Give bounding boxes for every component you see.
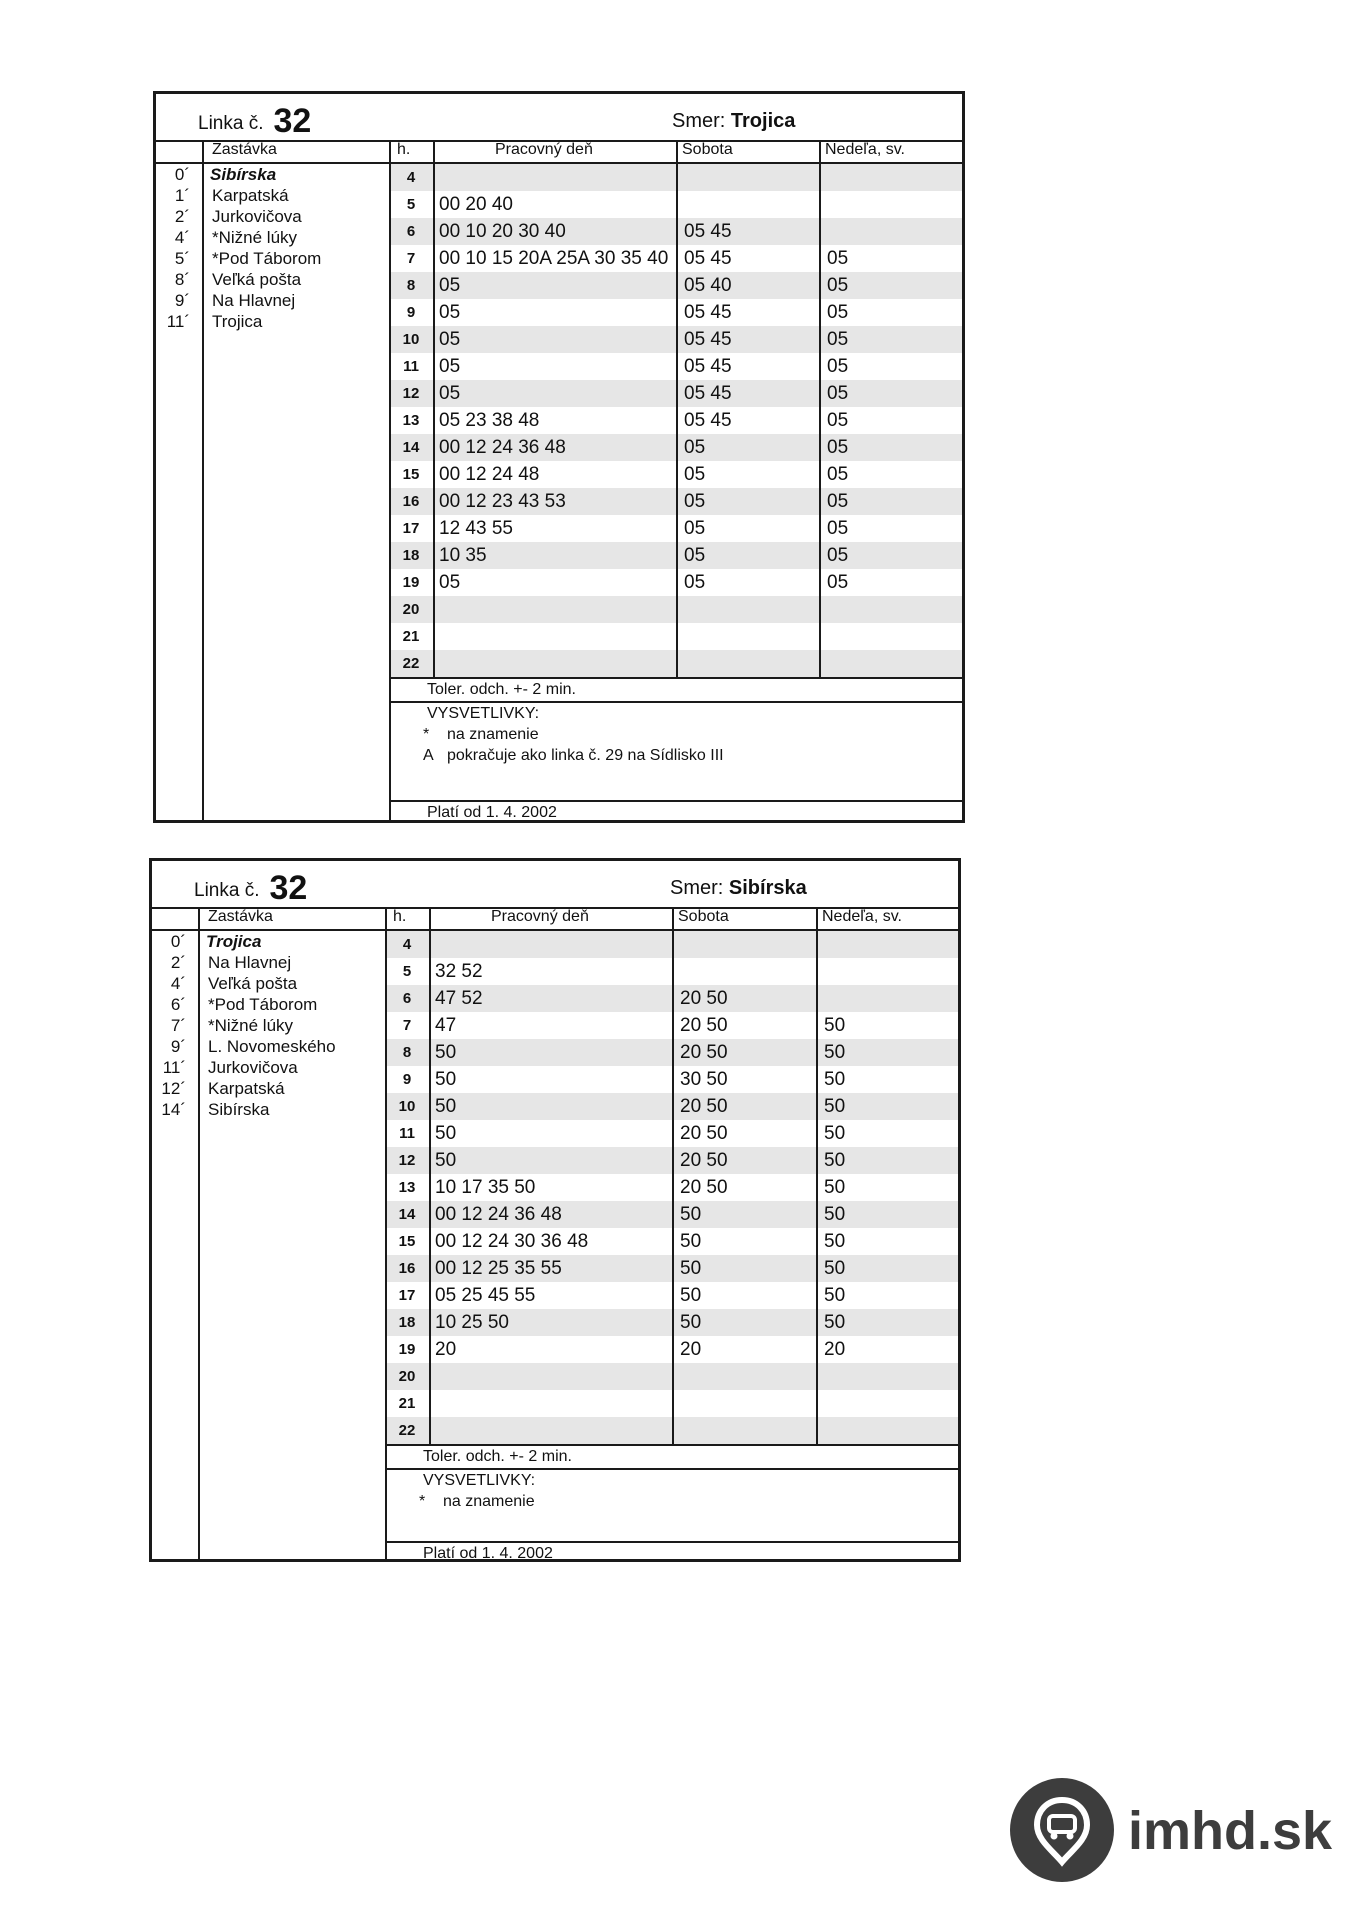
col-header-weekday: Pracovný deň — [495, 141, 593, 158]
direction-name: Sibírska — [728, 877, 807, 899]
stop-minute: 14´ — [161, 1100, 186, 1119]
stop-item — [152, 931, 385, 952]
sunday-departures: 50 — [824, 1204, 846, 1225]
sunday-departures: 05 — [827, 518, 849, 539]
weekday-departures: 47 52 — [435, 988, 483, 1009]
divider-saturday-column — [676, 140, 678, 677]
sunday-departures: 05 — [827, 329, 849, 350]
weekday-departures: 05 — [439, 356, 461, 377]
hour-cell: 11 — [399, 1125, 415, 1142]
weekday-departures: 05 — [439, 275, 461, 296]
weekday-departures: 32 52 — [435, 961, 483, 982]
stop-name: L. Novomeského — [208, 1037, 336, 1056]
hour-cell: 14 — [398, 1206, 416, 1223]
sunday-departures: 50 — [824, 1285, 846, 1306]
legend-symbol: * — [423, 726, 430, 743]
stop-name: Jurkovičova — [212, 207, 302, 226]
weekday-departures: 05 25 45 55 — [435, 1285, 536, 1306]
weekday-departures: 05 — [439, 572, 461, 593]
direction-label — [670, 877, 807, 900]
hour-cell: 15 — [402, 466, 420, 483]
col-header-stop: Zastávka — [212, 141, 277, 158]
hour-cell: 8 — [402, 1044, 412, 1061]
sunday-departures: 50 — [824, 1042, 846, 1063]
hour-cell: 6 — [402, 990, 412, 1007]
hour-cell: 18 — [398, 1314, 416, 1331]
saturday-departures: 05 45 — [684, 329, 732, 350]
col-header-hour: h. — [397, 141, 411, 158]
line-number-label — [194, 869, 307, 908]
imhd-logo — [1010, 1778, 1333, 1888]
legend-item — [423, 747, 724, 765]
sunday-departures: 50 — [824, 1015, 846, 1036]
hour-cell: 20 — [398, 1368, 416, 1385]
valid-from-rule — [389, 800, 962, 802]
stop-name: Veľká pošta — [212, 270, 302, 289]
divider-sunday-column — [816, 907, 818, 1444]
direction-name: Trojica — [730, 110, 796, 132]
sunday-departures: 05 — [827, 437, 849, 458]
hour-cell: 17 — [398, 1287, 416, 1304]
weekday-departures: 10 17 35 50 — [435, 1177, 536, 1198]
hour-cell: 20 — [402, 601, 420, 618]
hour-cell: 16 — [398, 1260, 416, 1277]
hour-cell: 7 — [406, 250, 416, 267]
legend-symbol: * — [419, 1493, 426, 1510]
weekday-departures: 00 12 23 43 53 — [439, 491, 566, 512]
stop-minute: 4´ — [170, 974, 186, 993]
stop-minute: 7´ — [170, 1016, 186, 1035]
saturday-departures: 20 50 — [680, 1123, 728, 1144]
stop-name: Trojica — [206, 932, 262, 951]
line-label: Linka č. — [194, 880, 260, 901]
sunday-departures: 50 — [824, 1231, 846, 1252]
saturday-departures: 20 50 — [680, 1015, 728, 1036]
weekday-departures: 50 — [435, 1123, 457, 1144]
sunday-departures: 05 — [827, 572, 849, 593]
stop-minute: 4´ — [174, 228, 190, 247]
weekday-departures: 00 12 24 30 36 48 — [435, 1231, 589, 1252]
weekday-departures: 50 — [435, 1150, 457, 1171]
header-rule — [152, 929, 958, 931]
stop-item — [152, 1057, 385, 1078]
saturday-departures: 05 — [684, 437, 706, 458]
saturday-departures: 05 45 — [684, 302, 732, 323]
col-header-sunday: Nedeľa, sv. — [822, 908, 902, 925]
divider-saturday-column — [672, 907, 674, 1444]
weekday-departures: 50 — [435, 1042, 457, 1063]
hour-cell: 14 — [402, 439, 420, 456]
weekday-departures: 05 — [439, 302, 461, 323]
hour-cell: 9 — [406, 304, 416, 321]
legend-item — [423, 726, 539, 744]
stop-minute: 9´ — [174, 291, 190, 310]
sunday-departures: 05 — [827, 356, 849, 377]
weekday-departures: 10 35 — [439, 545, 487, 566]
stop-item — [152, 1036, 385, 1057]
hour-cell: 13 — [398, 1179, 416, 1196]
toler-rule — [389, 701, 962, 703]
stop-name: Na Hlavnej — [212, 291, 296, 310]
timetable-grid — [152, 907, 958, 1562]
stop-name: Karpatská — [212, 186, 289, 205]
weekday-departures: 00 10 15 20A 25A 30 35 40 — [439, 248, 669, 269]
divider-hour-column — [389, 140, 391, 820]
stop-minute: 12´ — [161, 1079, 186, 1098]
stop-minute: 0´ — [170, 932, 186, 951]
stop-item — [152, 994, 385, 1015]
sunday-departures: 50 — [824, 1177, 846, 1198]
hour-cell: 5 — [406, 196, 416, 213]
stop-item — [156, 269, 389, 290]
timetable-header — [152, 861, 958, 909]
stop-item — [156, 227, 389, 248]
direction-prefix: Smer: — [672, 110, 726, 132]
stop-minute: 1´ — [174, 186, 190, 205]
legend-text: na znamenie — [447, 726, 539, 743]
hour-cell: 12 — [398, 1152, 416, 1169]
stop-minute: 11´ — [166, 312, 190, 331]
saturday-departures: 50 — [680, 1312, 702, 1333]
hour-cell: 5 — [402, 963, 412, 980]
col-header-saturday: Sobota — [682, 141, 733, 158]
col-header-stop: Zastávka — [208, 908, 273, 925]
stop-name: Karpatská — [208, 1079, 285, 1098]
stop-name: Trojica — [212, 312, 263, 331]
stop-name: *Pod Táborom — [212, 249, 322, 268]
legend-title: VYSVETLIVKY: — [423, 1472, 536, 1489]
legend-item — [419, 1493, 535, 1511]
saturday-departures: 05 45 — [684, 383, 732, 404]
stop-minute: 0´ — [174, 165, 190, 184]
weekday-departures: 50 — [435, 1096, 457, 1117]
valid-from: Platí od 1. 4. 2002 — [427, 804, 557, 821]
stop-name: Na Hlavnej — [208, 953, 292, 972]
saturday-departures: 05 45 — [684, 410, 732, 431]
saturday-departures: 50 — [680, 1258, 702, 1279]
hour-cell: 6 — [406, 223, 416, 240]
hour-cell: 22 — [402, 655, 420, 672]
sunday-departures: 50 — [824, 1069, 846, 1090]
sunday-departures: 05 — [827, 248, 849, 269]
weekday-departures: 50 — [435, 1069, 457, 1090]
legend-title: VYSVETLIVKY: — [427, 705, 540, 722]
saturday-departures: 20 — [680, 1339, 702, 1360]
saturday-departures: 05 45 — [684, 221, 732, 242]
line-label: Linka č. — [198, 113, 264, 134]
saturday-departures: 50 — [680, 1204, 702, 1225]
hour-cell: 15 — [398, 1233, 416, 1250]
timetable-trojica — [153, 91, 965, 823]
stop-minute: 11´ — [162, 1058, 186, 1077]
legend-text: pokračuje ako linka č. 29 na Sídlisko III — [447, 747, 724, 764]
weekday-departures: 47 — [435, 1015, 457, 1036]
line-number: 32 — [269, 869, 308, 907]
stop-minute: 6´ — [170, 995, 186, 1014]
hour-cell: 21 — [402, 628, 420, 645]
divider-stop-column — [198, 907, 200, 1559]
saturday-departures: 05 45 — [684, 248, 732, 269]
weekday-departures: 05 23 38 48 — [439, 410, 540, 431]
col-header-sunday: Nedeľa, sv. — [825, 141, 905, 158]
weekday-departures: 00 12 24 48 — [439, 464, 540, 485]
weekday-departures: 05 — [439, 329, 461, 350]
tolerance-note: Toler. odch. +- 2 min. — [427, 681, 576, 698]
hour-cell: 4 — [402, 936, 412, 953]
saturday-departures: 20 50 — [680, 988, 728, 1009]
direction-label — [672, 110, 795, 133]
saturday-departures: 05 — [684, 572, 706, 593]
header-rule — [156, 162, 962, 164]
hour-cell: 10 — [402, 331, 420, 348]
hour-cell: 7 — [402, 1017, 412, 1034]
stop-item — [156, 248, 389, 269]
stop-name: Sibírska — [210, 165, 277, 184]
stop-minute: 5´ — [174, 249, 190, 268]
saturday-departures: 50 — [680, 1285, 702, 1306]
stop-minute: 2´ — [170, 953, 186, 972]
saturday-departures: 20 50 — [680, 1042, 728, 1063]
stop-item — [152, 1078, 385, 1099]
saturday-departures: 20 50 — [680, 1150, 728, 1171]
timetable-grid — [156, 140, 962, 820]
stop-item — [156, 206, 389, 227]
hour-cell: 10 — [398, 1098, 416, 1115]
weekday-departures: 00 10 20 30 40 — [439, 221, 566, 242]
tolerance-note: Toler. odch. +- 2 min. — [423, 1448, 572, 1465]
stop-item — [152, 1015, 385, 1036]
divider-hour-column — [385, 907, 387, 1559]
stop-item — [156, 290, 389, 311]
saturday-departures: 05 — [684, 545, 706, 566]
saturday-departures: 05 — [684, 518, 706, 539]
map-pin-bus-icon — [1010, 1778, 1114, 1882]
saturday-departures: 05 — [684, 464, 706, 485]
saturday-departures: 05 45 — [684, 356, 732, 377]
sunday-departures: 05 — [827, 410, 849, 431]
direction-prefix: Smer: — [670, 877, 724, 899]
hour-cell: 9 — [402, 1071, 412, 1088]
hour-cell: 12 — [402, 385, 420, 402]
col-header-weekday: Pracovný deň — [491, 908, 589, 925]
stop-name: Jurkovičova — [208, 1058, 298, 1077]
sunday-departures: 50 — [824, 1096, 846, 1117]
saturday-departures: 20 50 — [680, 1177, 728, 1198]
timetable-header — [156, 94, 962, 142]
saturday-departures: 05 40 — [684, 275, 732, 296]
legend-text: na znamenie — [443, 1493, 535, 1510]
stop-name: *Pod Táborom — [208, 995, 318, 1014]
sunday-departures: 20 — [824, 1339, 846, 1360]
weekday-departures: 10 25 50 — [435, 1312, 509, 1333]
stop-item — [152, 973, 385, 994]
sunday-departures: 05 — [827, 383, 849, 404]
stop-minute: 2´ — [174, 207, 190, 226]
sunday-departures: 05 — [827, 275, 849, 296]
stop-name: Sibírska — [208, 1100, 270, 1119]
stop-list — [152, 931, 385, 1120]
col-header-hour: h. — [393, 908, 407, 925]
rows-bottom-rule — [385, 1444, 958, 1446]
stop-item — [156, 311, 389, 332]
saturday-departures: 50 — [680, 1231, 702, 1252]
stop-item — [152, 952, 385, 973]
stop-name: *Nižné lúky — [208, 1016, 294, 1035]
legend-symbol: A — [423, 747, 434, 764]
hour-cell: 18 — [402, 547, 420, 564]
saturday-departures: 05 — [684, 491, 706, 512]
hour-cell: 21 — [398, 1395, 416, 1412]
line-number-label — [198, 102, 311, 141]
col-header-saturday: Sobota — [678, 908, 729, 925]
sunday-departures: 05 — [827, 302, 849, 323]
hour-cell: 4 — [406, 169, 416, 186]
sunday-departures: 50 — [824, 1150, 846, 1171]
weekday-departures: 00 12 25 35 55 — [435, 1258, 562, 1279]
hour-cell: 11 — [403, 358, 419, 375]
stop-item — [152, 1099, 385, 1120]
hour-cell: 8 — [406, 277, 416, 294]
divider-weekday-column — [429, 907, 431, 1444]
valid-from: Platí od 1. 4. 2002 — [423, 1545, 553, 1562]
hour-cell: 17 — [402, 520, 420, 537]
saturday-departures: 20 50 — [680, 1096, 728, 1117]
rows-bottom-rule — [389, 677, 962, 679]
hour-cell: 19 — [398, 1341, 416, 1358]
stop-minute: 8´ — [174, 270, 190, 289]
sunday-departures: 05 — [827, 545, 849, 566]
stop-item — [156, 164, 389, 185]
weekday-departures: 00 20 40 — [439, 194, 513, 215]
weekday-departures: 05 — [439, 383, 461, 404]
brand-text: imhd.sk — [1128, 1801, 1333, 1861]
weekday-departures: 00 12 24 36 48 — [439, 437, 566, 458]
weekday-departures: 20 — [435, 1339, 457, 1360]
hour-cell: 22 — [398, 1422, 416, 1439]
valid-from-rule — [385, 1541, 958, 1543]
hour-cell: 13 — [402, 412, 420, 429]
divider-weekday-column — [433, 140, 435, 677]
divider-stop-column — [202, 140, 204, 820]
hour-cell: 19 — [402, 574, 420, 591]
line-number: 32 — [273, 102, 312, 140]
timetable-sibirska — [149, 858, 961, 1562]
stop-item — [156, 185, 389, 206]
divider-sunday-column — [819, 140, 821, 677]
hour-cell: 16 — [402, 493, 420, 510]
sunday-departures: 05 — [827, 464, 849, 485]
stop-name: Veľká pošta — [208, 974, 298, 993]
weekday-departures: 00 12 24 36 48 — [435, 1204, 562, 1225]
sunday-departures: 50 — [824, 1312, 846, 1333]
sunday-departures: 50 — [824, 1258, 846, 1279]
stop-minute: 9´ — [170, 1037, 186, 1056]
stop-name: *Nižné lúky — [212, 228, 298, 247]
toler-rule — [385, 1468, 958, 1470]
saturday-departures: 30 50 — [680, 1069, 728, 1090]
sunday-departures: 50 — [824, 1123, 846, 1144]
sunday-departures: 05 — [827, 491, 849, 512]
weekday-departures: 12 43 55 — [439, 518, 513, 539]
stop-list — [156, 164, 389, 332]
